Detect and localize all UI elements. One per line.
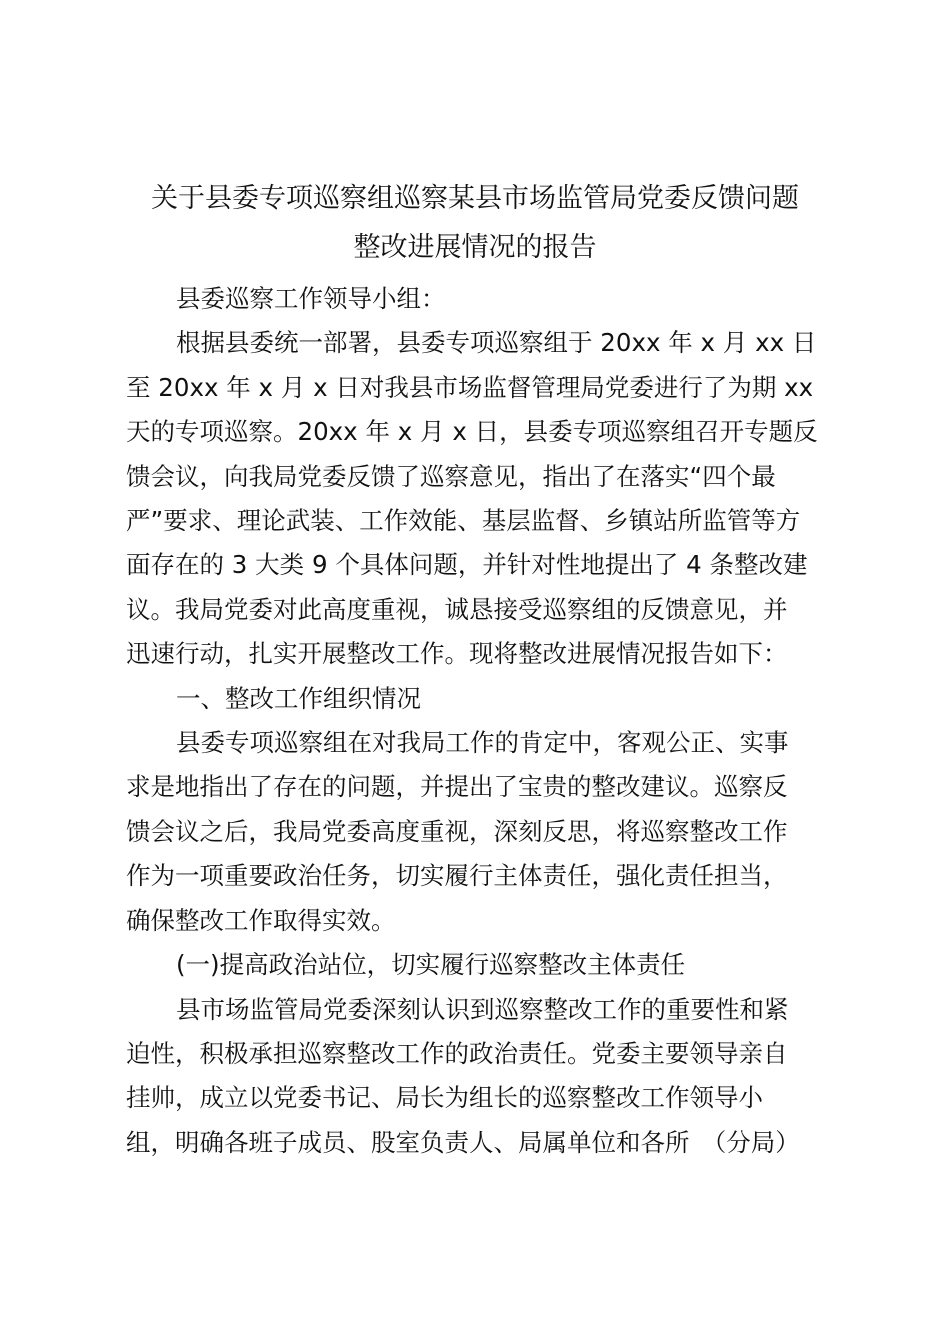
section-1-heading: 一、整改工作组织情况 <box>176 684 421 713</box>
paragraph-3-line: 组，明确各班子成员、股室负责人、局属单位和各所 （分局） <box>126 1128 800 1157</box>
subsection-1-heading: (一)提高政治站位，切实履行巡察整改主体责任 <box>176 950 686 979</box>
paragraph-2-line: 馈会议之后，我局党委高度重视，深刻反思，将巡察整改工作 <box>126 817 788 846</box>
paragraph-2-line: 作为一项重要政治任务，切实履行主体责任，强化责任担当， <box>126 861 788 890</box>
paragraph-1-line: 面存在的 3 大类 9 个具体问题，并针对性地提出了 4 条整改建 <box>126 550 808 579</box>
paragraph-3-line: 挂帅，成立以党委书记、局长为组长的巡察整改工作领导小 <box>126 1083 763 1112</box>
document-title-line-2: 整改进展情况的报告 <box>353 232 597 263</box>
paragraph-3-line: 县市场监管局党委深刻认识到巡察整改工作的重要性和紧 <box>176 995 789 1024</box>
paragraph-1-line: 迅速行动，扎实开展整改工作。现将整改进展情况报告如下： <box>126 639 788 668</box>
paragraph-2-line: 确保整改工作取得实效。 <box>126 906 396 935</box>
paragraph-1-line: 议。我局党委对此高度重视，诚恳接受巡察组的反馈意见，并 <box>126 595 788 624</box>
salutation: 县委巡察工作领导小组： <box>176 284 446 313</box>
paragraph-1-line: 严”要求、理论武装、工作效能、基层监督、乡镇站所监管等方 <box>126 506 801 535</box>
paragraph-2-line: 求是地指出了存在的问题，并提出了宝贵的整改建议。巡察反 <box>126 772 788 801</box>
paragraph-1-line: 至 20xx 年 x 月 x 日对我县市场监督管理局党委进行了为期 xx <box>126 373 814 402</box>
document-title-line-1: 关于县委专项巡察组巡察某县市场监管局党委反馈问题 <box>151 183 799 214</box>
paragraph-1-line: 天的专项巡察。20xx 年 x 月 x 日，县委专项巡察组召开专题反 <box>126 417 818 446</box>
paragraph-2-line: 县委专项巡察组在对我局工作的肯定中，客观公正、实事 <box>176 728 789 757</box>
paragraph-1-line: 根据县委统一部署，县委专项巡察组于 20xx 年 x 月 xx 日 <box>176 328 817 357</box>
paragraph-3-line: 迫性，积极承担巡察整改工作的政治责任。党委主要领导亲自 <box>126 1039 788 1068</box>
paragraph-1-line: 馈会议，向我局党委反馈了巡察意见，指出了在落实“四个最 <box>126 462 776 491</box>
